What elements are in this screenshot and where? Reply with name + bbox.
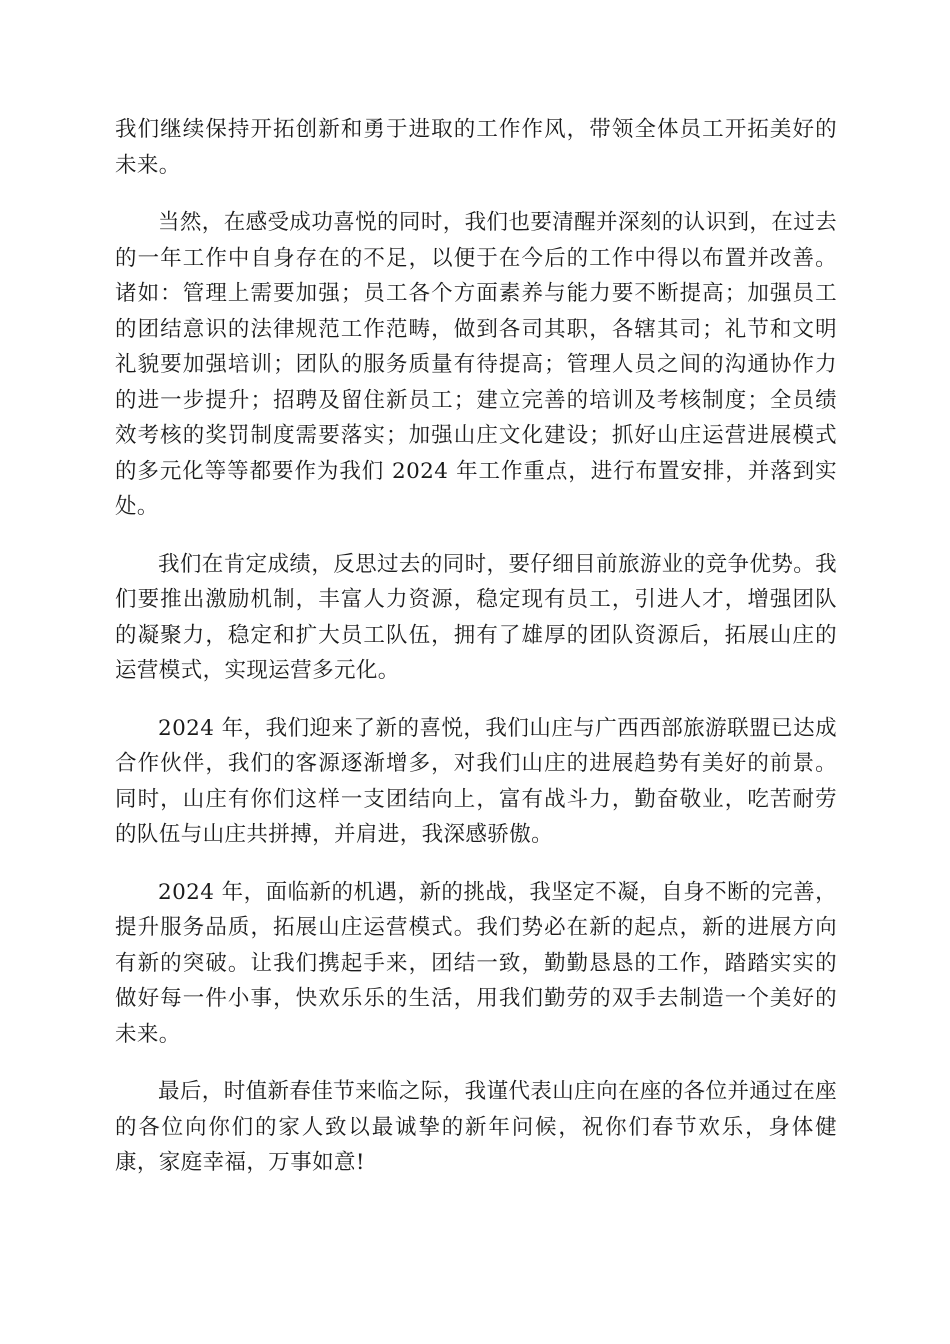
paragraph-3: 我们在肯定成绩，反思过去的同时，要仔细目前旅游业的竞争优势。我们要推出激励机制，丰富人力资源，稳定现有员工，引进人才，增强团队的凝聚力，稳定和扩大员工队伍，拥有了雄厚的团队资源后，拓展山庄的运营模式，实现运营多元化。 (115, 551, 837, 683)
paragraph-5: 2024 年，面临新的机遇，新的挑战，我坚定不凝，自身不断的完善，提升服务品质，拓展山庄运营模式。我们势必在新的起点，新的进展方向有新的突破。让我们携起手来，团结一致，勤勤恳恳的工作，踏踏实实的做好每一件小事，快欢乐乐的生活，用我们勤劳的双手去制造一个美好的未来。 (115, 879, 837, 1047)
document-body (115, 112, 837, 1203)
paragraph-6: 最后，时值新春佳节来临之际，我谨代表山庄向在座的各位并通过在座的各位向你们的家人致以最诚挚的新年问候，祝你们春节欢乐，身体健康，家庭幸福，万事如意! (115, 1079, 837, 1175)
paragraph-2: 当然，在感受成功喜悦的同时，我们也要清醒并深刻的认识到，在过去的一年工作中自身存在的不足，以便于在今后的工作中得以布置并改善。诸如：管理上需要加强；员工各个方面素养与能力要不断提高；加强员工的团结意识的法律规范工作范畴，做到各司其职，各辖其司；礼节和文明礼貌要加强培训；团队的服务质量有待提高；管理人员之间的沟通协作力的进一步提升；招聘及留住新员工；建立完善的培训及考核制度；全员绩效考核的奖罚制度需要落实；加强山庄文化建设；抓好山庄运营进展模式的多元化等等都要作为我们 2024 年工作重点，进行布置安排，并落到实处。 (115, 210, 837, 519)
paragraph-4: 2024 年，我们迎来了新的喜悦，我们山庄与广西西部旅游联盟已达成合作伙伴，我们的客源逐渐增多，对我们山庄的进展趋势有美好的前景。同时，山庄有你们这样一支团结向上，富有战斗力，勤奋敬业，吃苦耐劳的队伍与山庄共拼搏，并肩进，我深感骄傲。 (115, 715, 837, 847)
paragraph-1: 我们继续保持开拓创新和勇于进取的工作作风，带领全体员工开拓美好的未来。 (115, 117, 837, 178)
